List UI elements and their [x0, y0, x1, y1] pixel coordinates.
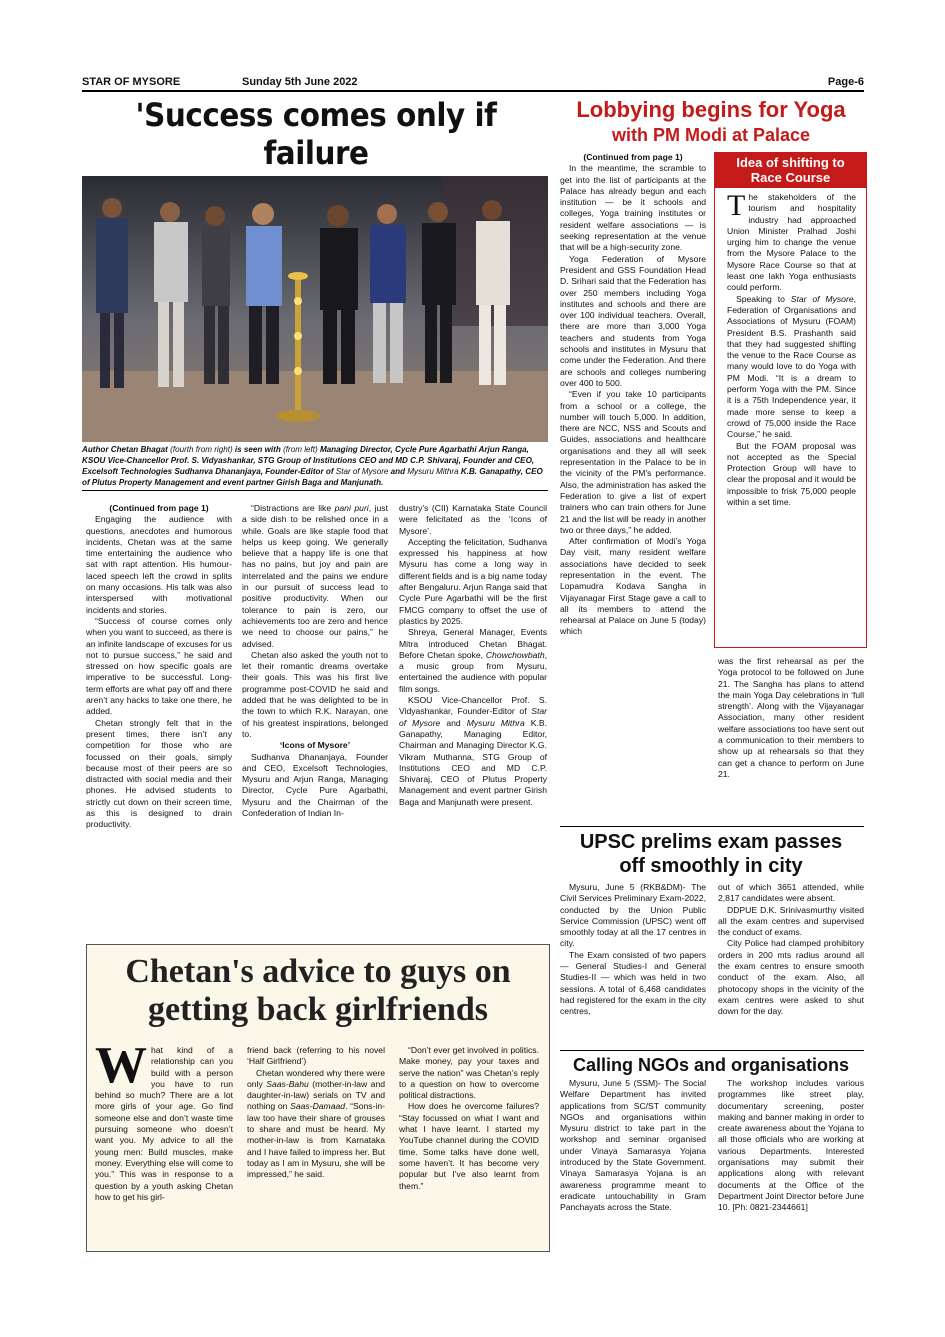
paragraph	[247, 1068, 385, 1181]
text-run: and	[440, 717, 467, 728]
upsc-col-2	[718, 882, 864, 1018]
paper-name: STAR OF MYSORE	[82, 76, 181, 88]
yoga-tail	[718, 656, 864, 780]
paragraph: “Even if you take 10 participants from a school or a college, the number will touch 5,000. In addition, there are NCC, NSS and Scouts and Guides, associations and healthcare organisations and they all will seek representation in the Palace to be in the vicinity of the PM’s performance. Also, the administration has asked the Federation to give a list of expert trainers who can train others for June 21 and the list will be ready in another two or three days,” he added.	[560, 389, 706, 535]
photo-caption	[82, 444, 548, 488]
ngo-col-1	[560, 1078, 706, 1214]
race-course-body	[715, 188, 864, 508]
text-run: Star of Mysore	[399, 706, 547, 728]
text-run: Speaking to	[736, 293, 791, 304]
paragraph: How does he overcome failures? “Stay focussed on what I want and what I have learnt. I started my YouTube channel during the COVID time. Some talks have done well, some haven’t. It has become very popular but I’ve also learnt from them.”	[399, 1101, 539, 1191]
text-run: pani puri	[334, 503, 369, 513]
text-run: , a music group from Mysuru, entertained the audience with popular film songs.	[399, 649, 547, 694]
caption-part: Star of Mysore	[335, 467, 391, 476]
paragraph: Mysuru, June 5 (RKB&DM)- The Civil Services Preliminary Exam-2022, conducted by the Union Public Service Commission (UPSC) went off smoothly today at all the 17 centres in city.	[560, 882, 706, 949]
text-run: he stakeholders of the tourism and hospitality industry had approached Union Minister Pralhad Joshi urging him to change the venue from the Mysore Palace to the Mysore Race Course so that at least one lakh Yoga enthusiasts could perform.	[727, 192, 856, 293]
dropcap: T	[727, 189, 746, 222]
text-run: Saas-Damaad	[290, 1101, 346, 1112]
paragraph: After confirmation of Modi’s Yoga Day visit, many resident welfare associations have decided to seek representation in the event. The Lopamudra Kodava Sangha in Vijayanagar First Stage gave a call to all its members to attend the rehearsal at Palace on June 5 (today) which	[560, 536, 706, 637]
event-photo-image	[82, 176, 548, 442]
text-run: “Distractions are like	[251, 503, 335, 513]
race-course-box-head	[715, 153, 866, 188]
chetan-headline-line2: getting back girlfriends	[148, 991, 488, 1028]
paragraph: In the meantime, the scramble to get into the list of participants at the Palace has already begun and each institution — be it schools and colleges, Yoga training institutes or resident welfare associations — is seeking representation at the venue that will be a high-security zone.	[560, 163, 706, 253]
continued-label: (Continued from page 1)	[583, 152, 683, 162]
box-head-line1: Idea of shifting to	[736, 155, 845, 170]
caption-part: Managing Director, Cycle Pure Agarbathi Arjun Ranga, KSOU Vice-Chancellor Prof. S. Vidyashankar, STG Group of Institutions CEO and MD C.P. Shivaraj, Founder and CEO, Excelsoft Technologies Sudhanva Dhananjaya, Founder-Editor of	[82, 445, 535, 476]
success-col-1	[86, 503, 232, 831]
ngo-col-2	[718, 1078, 864, 1214]
page-number: Page-6	[827, 76, 864, 88]
text-run: KSOU Vice-Chancellor Prof. S. Vidyashankar, Founder-Editor of	[399, 695, 547, 717]
paragraph: was the first rehearsal as per the Yoga protocol to be followed on June 21. The Sangha has plans to attend the main Yoga Day celebrations in ‘full strength’. Along with the Vijayanagar Association, many other resident welfare associations too have sent out a communication to their members to show up at rehearsals so that they can get a chance to perform on June 21.	[718, 656, 864, 779]
paragraph: Mysuru, June 5 (SSM)- The Social Welfare Department has invited applications from SC/ST community NGOs and organisations within Mysuru district to take part in the workshop and seminar organised under Vinaya Samarasya Yojana introduced by the State Government. Vinaya Samarasya Yojana is an awareness programme meant to eradicate untouchability in Gram Panchayats across the State.	[560, 1078, 706, 1213]
paragraph: Engaging the audience with questions, anecdotes and humorous incidents, Chetan was at the same time entertaining the audience who sat with rapt attention. His humour-laced speech left the crowd in splits on many occasions. His talk was also interspersed with motivational incidents and stories.	[86, 514, 232, 615]
caption-part: Mysuru Mithra	[407, 467, 461, 476]
paragraph: Yoga Federation of Mysore President and GSS Foundation Head D. Srihari said that the Federation has over 250 members including Yoga institutes and schools and there are over 100 individual teachers. Overall, there are more than 3,000 Yoga teachers and students from Yoga schools and institutes in Mysuru that come under the Federation. And there are schools and colleges numbering over 400 to 500.	[560, 253, 706, 388]
masthead	[82, 76, 864, 90]
issue-date: Sunday 5th June 2022	[242, 76, 358, 88]
paragraph: The Exam consisted of two papers — General Studies-I and General Studies-II — which was held in two sessions. A total of 6,468 candidates had registered for the exam in the city centres,	[560, 949, 706, 1017]
upsc-headline-line2: off smoothly in city	[619, 855, 803, 877]
caption-rule	[82, 490, 548, 491]
success-headline-line1: 'Success comes only if failure	[135, 96, 497, 172]
icons-of-mysore-subhead: ‘Icons of Mysore’	[279, 740, 351, 751]
upsc-headline-line1: UPSC prelims exam passes	[579, 831, 843, 853]
chetan-col-3	[399, 1045, 539, 1192]
paragraph: Chetan also asked the youth not to let their romantic dreams overtake their goals. This was his first live programme post-COVID he said and added that he was delighted to be in the town to which R.K. Narayan, one of his greatest inspirations, belonged to.	[242, 649, 388, 739]
chetan-advice-box	[86, 944, 550, 1252]
chetan-headline-line1: Chetan's advice to guys on	[125, 953, 511, 990]
success-col-2	[242, 503, 388, 819]
yoga-col-1	[560, 152, 706, 638]
paragraph: Chetan strongly felt that in the present times, there isn’t any competition for those who are focussed on their goals, simply because most of their peers are so distracted with social media and their phones. He advised students to strictly cut down on their screen time, as this is designed to drain productivity.	[86, 717, 232, 830]
yoga-headline-line1: Lobbying begins for Yoga	[576, 97, 846, 122]
masthead-rule	[82, 90, 864, 92]
ngo-rule	[560, 1050, 864, 1051]
paragraph	[727, 294, 856, 441]
paragraph: “Success of course comes only when you want to succeed, as there is an infinite landscape of excuses for us not to pursue success,” he said and stressed on how specific goals are imperative to be successful. Long-term efforts are what pay off and there aren’t any hacks to take one there, he added.	[86, 615, 232, 717]
chetan-advice-headline	[87, 953, 549, 1029]
text-run: K.B. Ganapathy, Managing Editor, Chairman and Managing Director K.G. Vikram Muthanna, STG Group of Institutions CEO and MD C.P. Shivaraj, CEO of Plutus Property Management and event partner Girish Baga and Manjunath were present.	[399, 717, 547, 807]
paragraph: But the FOAM proposal was not accepted as the Special Protection Group will have to clear the proposal and it would be impossible to frisk 75,000 people within a set time.	[727, 440, 856, 508]
paragraph	[399, 695, 547, 808]
yoga-headline	[556, 96, 866, 146]
box-head-line2: Race Course	[750, 170, 831, 185]
paragraph	[727, 189, 856, 294]
paragraph	[399, 627, 547, 695]
paragraph: The workshop includes various programmes like street play, documentary screening, poster making and banner making in order to create awareness about the Yojana to all those officials who are working at various Departments. Interested organisations may submit their applications along with relevant documents at the Office of the Department Joint Director before June 10. [Ph: 0821-2344661]	[718, 1078, 864, 1213]
chetan-col-1	[95, 1037, 233, 1203]
text-run: hat kind of a relationship can you build with a person you have to run behind so much? There are a lot more girls of your age. Go find someone else and don’t waste time pursuing someone who doesn’t want you. My advice to all the young men: Build muscles, make money. Everything else will come to you.” This was in response to a question by a youth asking Chetan how to get his girl-	[95, 1045, 233, 1202]
paragraph: Accepting the felicitation, Sudhanva expressed his happiness at how Mysuru has come a long way in different fields and is a big name today after Bengaluru. Arjun Ranga said that Cycle Pure Agarbathi will be the first FMCG company to offset the use of plastics by 2025.	[399, 536, 547, 626]
text-run: (mother-in-law and daughter-in-law) serials on TV and nothing on	[247, 1078, 385, 1112]
text-run: , Federation of Organisations and Associations of Mysuru (FOAM) President B.S. Prashanth said that they had suggested shifting the venue to the Race Course as many would love to do Yoga with PM Modi. “It is a dream to perform Yoga with the PM. Since it is a 75th Independence year, it made more sense to keep a crowd of 75,000 inside the Race Course,” he said.	[727, 293, 856, 440]
text-run: , just a side dish to be relished once in a while. Goals are like staple food that helps us keep going. We generally believe that a happy life is one that has no pains, but joy and pain are interrelated and the pains we endure in our pursuit of success lead to positive productivity. When our tolerance to pain is zero, our achievements too are zero and hence we need to choose our pains,” he advised.	[242, 503, 388, 649]
upsc-col-1	[560, 882, 706, 1018]
caption-part: is seen with	[234, 445, 284, 454]
paragraph: out of which 3651 attended, while 2,817 candidates were absent.	[718, 882, 864, 904]
ngo-headline: Calling NGOs and organisations	[572, 1055, 850, 1075]
text-run: Star of Mysore	[790, 293, 854, 304]
continued-label: (Continued from page 1)	[109, 503, 209, 513]
text-run: Saas-Bahu	[266, 1078, 309, 1089]
paragraph: Sudhanva Dhananjaya, Founder and CEO, Excelsoft Technologies, Mysuru and Arjun Ranga, Managing Director, Cycle Pure Agarbathi, Mysuru and the Chairman of the Confederation of Indian In-	[242, 751, 388, 819]
race-course-box	[714, 152, 867, 648]
success-col-3	[399, 503, 547, 808]
paragraph: “Don’t ever get involved in politics. Make money, pay your taxes and serve the nation” was Chetan’s reply to a question on how to overcome political distractions.	[399, 1045, 539, 1101]
caption-part: (from left)	[283, 445, 320, 454]
text-run: Chetan wondered why there were only	[247, 1067, 385, 1089]
paragraph: friend back (referring to his novel ‘Half Girlfriend’)	[247, 1045, 385, 1067]
yoga-headline-line2: with PM Modi at Palace	[611, 125, 811, 145]
paragraph: DDPUE D.K. Srinivasmurthy visited all the exam centres and supervised the conduct of exams.	[718, 904, 864, 938]
caption-part: and	[390, 467, 408, 476]
paragraph	[242, 503, 388, 650]
text-run: Mysuru Mithra	[466, 717, 525, 728]
text-run: . “Sons-in-law too have their share of grouses to share and must be heard. My mother-in-law is from Karnataka and I have failed to impress her. But today as I am in Mysuru, she will be impressed,” he said.	[247, 1101, 385, 1180]
upsc-headline	[556, 830, 866, 878]
paragraph: City Police had clamped prohibitory orders in 200 mts radius around all the exam centres to ensure smooth conduct of the exam. Also, all photocopy shops in the vicinity of the exam centres were asked to shut down for the day.	[718, 938, 864, 1017]
event-photo	[82, 176, 548, 442]
paragraph	[95, 1037, 233, 1203]
text-run: Chowchowbath	[485, 649, 545, 660]
text-run: Shreya, General Manager, Events Mitra introduced Chetan Bhagat. Before Chetan spoke,	[399, 627, 547, 660]
upsc-rule	[560, 826, 864, 827]
paragraph: dustry’s (CII) Karnataka State Council were felicitated as the ‘Icons of Mysore’.	[399, 503, 547, 536]
caption-part: K.B. Ganapathy, CEO of Plutus Property Management and event partner Girish Baga and Manjunath.	[82, 467, 543, 487]
caption-part: Author Chetan Bhagat	[82, 445, 171, 454]
caption-part: (fourth from right)	[170, 445, 235, 454]
dropcap: W	[95, 1037, 147, 1094]
chetan-col-2	[247, 1045, 385, 1181]
